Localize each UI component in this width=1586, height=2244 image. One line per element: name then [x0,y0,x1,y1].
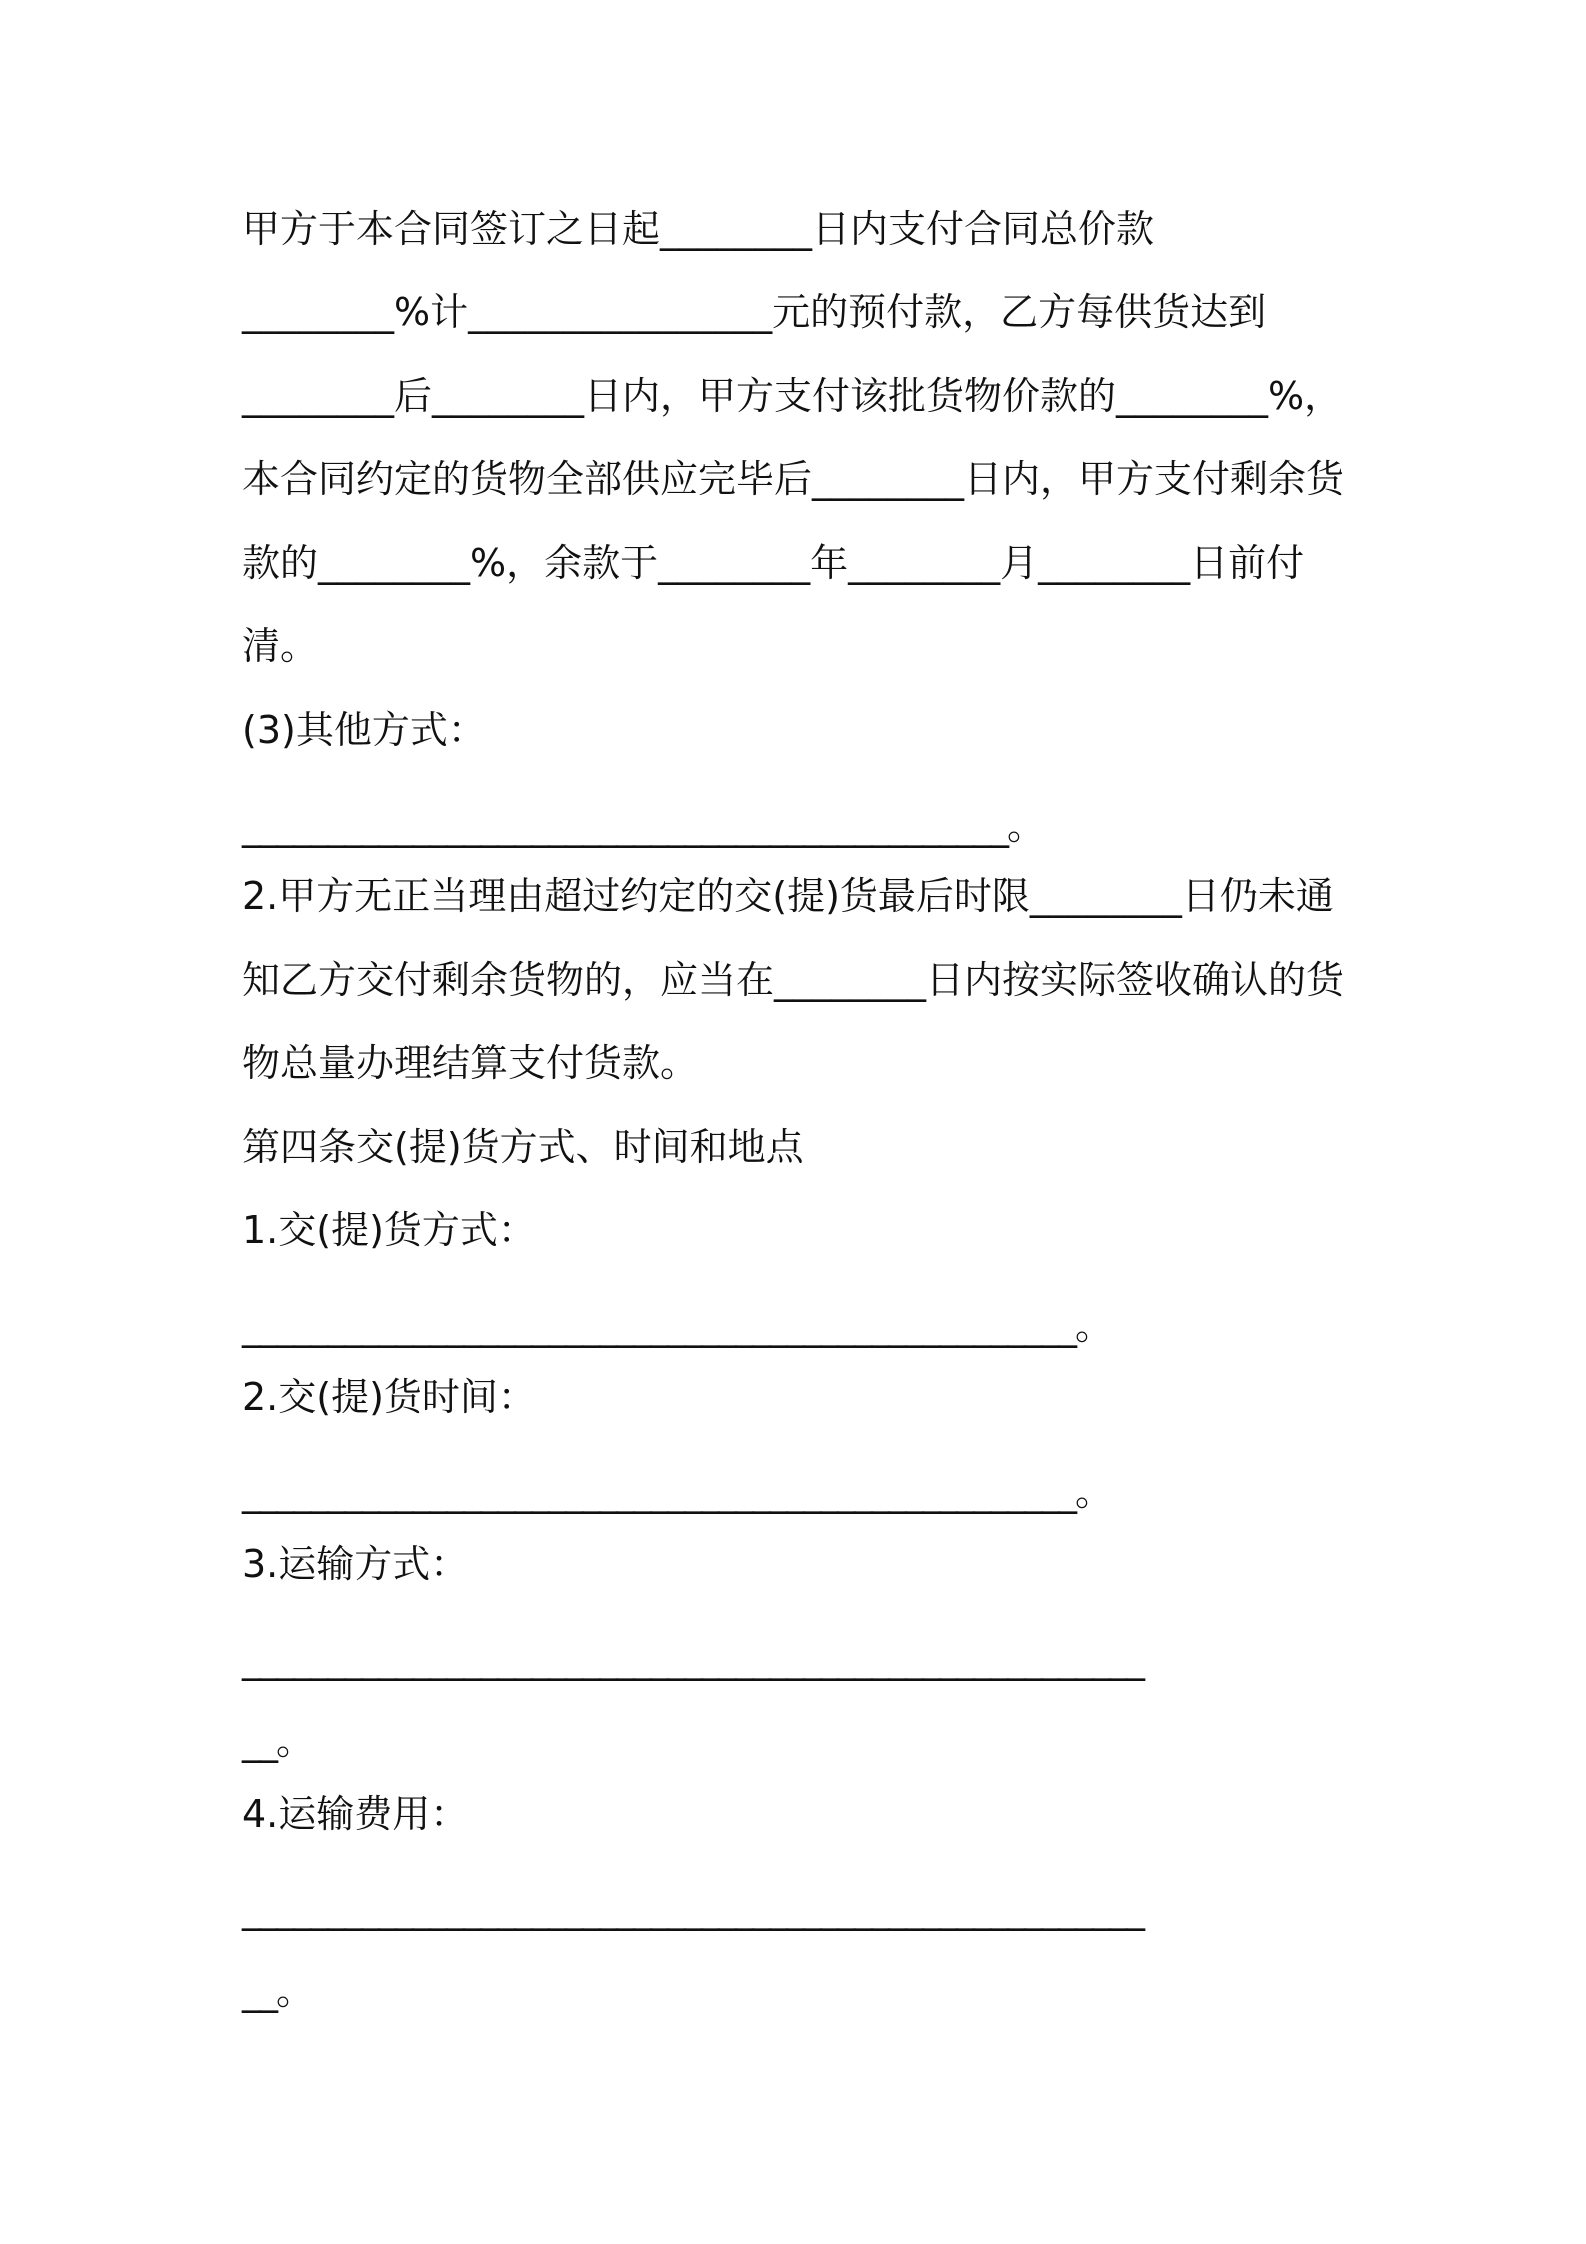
text-line-16: _________________________________________________。 [242,1470,1112,1514]
text-line-7: (3)其他方式： [242,708,486,752]
text-line-17: 3.运输方式： [242,1542,469,1586]
text-line-14: _________________________________________________。 [242,1304,1112,1348]
text-line-21: _____________________________________________________ [242,1887,1143,1931]
text-line-9: 2.甲方无正当理由超过约定的交(提)货最后时限________日仍未通 [242,874,1334,918]
text-line-5: 款的________%，余款于________年________月________日前付 [242,541,1305,585]
text-line-20: 4.运输费用： [242,1792,469,1836]
text-line-3: ________后________日内，甲方支付该批货物价款的________%， [242,374,1343,418]
text-line-2: ________%计________________元的预付款，乙方每供货达到 [242,290,1267,334]
text-line-4: 本合同约定的货物全部供应完毕后________日内，甲方支付剩余货 [242,457,1345,501]
text-line-10: 知乙方交付剩余货物的，应当在________日内按实际签收确认的货 [242,958,1345,1002]
text-line-8: _____________________________________________。 [242,804,1044,848]
text-line-22: __。 [242,1969,313,2013]
text-line-6: 清。 [242,624,319,668]
text-line-1: 甲方于本合同签订之日起________日内支付合同总价款 [242,207,1155,251]
text-line-19: __。 [242,1719,313,1763]
text-line-18: _____________________________________________________ [242,1637,1143,1681]
text-line-13: 1.交(提)货方式： [242,1208,536,1252]
text-line-15: 2.交(提)货时间： [242,1375,536,1419]
text-line-12: 第四条交(提)货方式、时间和地点 [242,1125,804,1169]
text-line-11: 物总量办理结算支付货款。 [242,1041,699,1085]
